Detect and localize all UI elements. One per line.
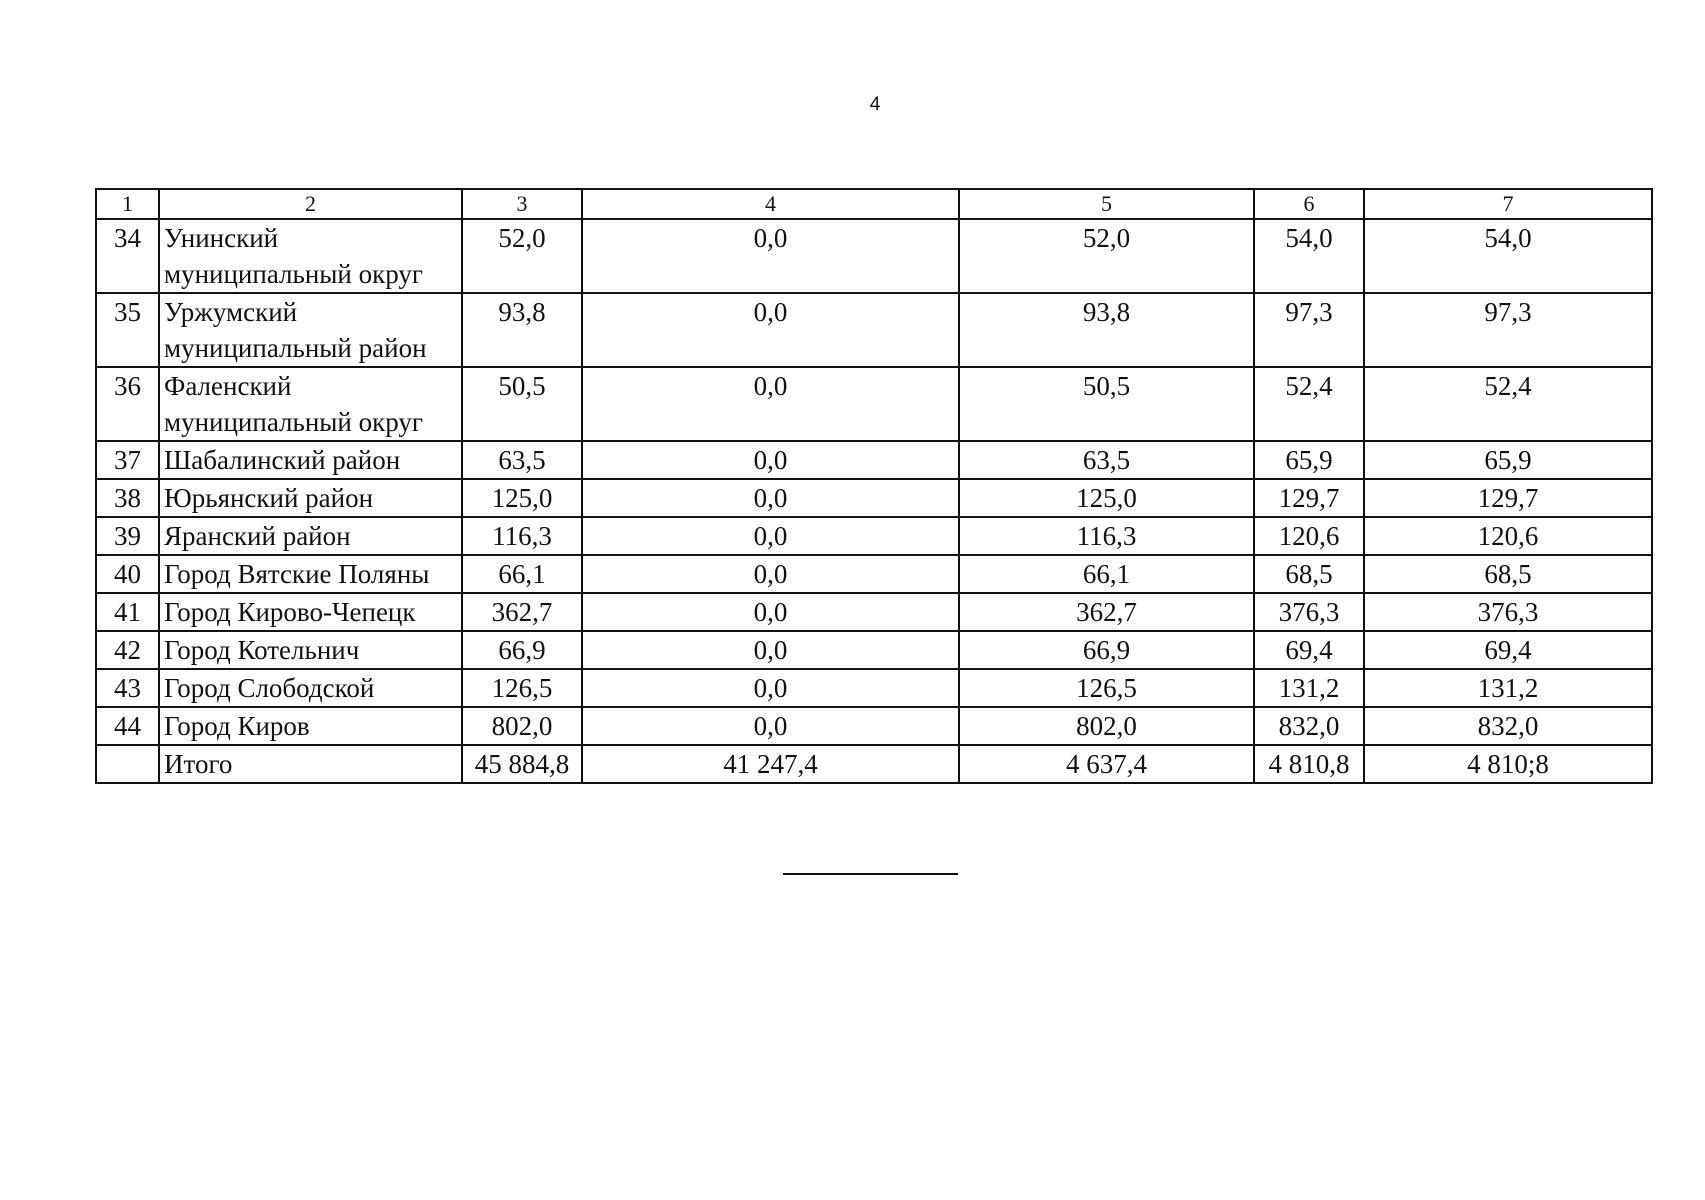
value-col-6: 832,0 bbox=[1254, 707, 1364, 745]
value-col-5: 50,5 bbox=[959, 367, 1254, 441]
value-col-4: 0,0 bbox=[582, 219, 959, 293]
value-col-4: 0,0 bbox=[582, 593, 959, 631]
column-header: 1 bbox=[96, 189, 159, 219]
value-col-4: 0,0 bbox=[582, 517, 959, 555]
value-col-3: 63,5 bbox=[462, 441, 582, 479]
region-name: Унинский муниципальный округ bbox=[159, 219, 462, 293]
value-col-4: 0,0 bbox=[582, 631, 959, 669]
value-col-6: 4 810,8 bbox=[1254, 745, 1364, 783]
value-col-4: 0,0 bbox=[582, 707, 959, 745]
row-number: 44 bbox=[96, 707, 159, 745]
value-col-7: 68,5 bbox=[1364, 555, 1652, 593]
table-row bbox=[96, 593, 1652, 631]
data-table bbox=[95, 188, 1653, 784]
table-body bbox=[96, 219, 1652, 783]
value-col-3: 362,7 bbox=[462, 593, 582, 631]
header-row bbox=[96, 189, 1652, 219]
value-col-6: 65,9 bbox=[1254, 441, 1364, 479]
column-header: 6 bbox=[1254, 189, 1364, 219]
table-row bbox=[96, 631, 1652, 669]
value-col-3: 50,5 bbox=[462, 367, 582, 441]
value-col-7: 129,7 bbox=[1364, 479, 1652, 517]
page-number: 4 bbox=[869, 94, 881, 115]
value-col-6: 97,3 bbox=[1254, 293, 1364, 367]
value-col-6: 120,6 bbox=[1254, 517, 1364, 555]
value-col-3: 66,9 bbox=[462, 631, 582, 669]
column-header: 2 bbox=[159, 189, 462, 219]
region-name: Шабалинский район bbox=[159, 441, 462, 479]
value-col-4: 0,0 bbox=[582, 367, 959, 441]
value-col-4: 0,0 bbox=[582, 441, 959, 479]
region-name: Город Котельнич bbox=[159, 631, 462, 669]
row-number: 36 bbox=[96, 367, 159, 441]
value-col-4: 0,0 bbox=[582, 555, 959, 593]
region-name: Город Киров bbox=[159, 707, 462, 745]
table-row bbox=[96, 293, 1652, 367]
column-header: 4 bbox=[582, 189, 959, 219]
value-col-3: 116,3 bbox=[462, 517, 582, 555]
value-col-6: 69,4 bbox=[1254, 631, 1364, 669]
value-col-3: 52,0 bbox=[462, 219, 582, 293]
column-header: 3 bbox=[462, 189, 582, 219]
column-header: 7 bbox=[1364, 189, 1652, 219]
row-number: 37 bbox=[96, 441, 159, 479]
table-row bbox=[96, 479, 1652, 517]
value-col-5: 93,8 bbox=[959, 293, 1254, 367]
value-col-3: 802,0 bbox=[462, 707, 582, 745]
row-number: 35 bbox=[96, 293, 159, 367]
value-col-7: 376,3 bbox=[1364, 593, 1652, 631]
value-col-7: 97,3 bbox=[1364, 293, 1652, 367]
region-name: Юрьянский район bbox=[159, 479, 462, 517]
region-name: Город Вятские Поляны bbox=[159, 555, 462, 593]
row-number: 42 bbox=[96, 631, 159, 669]
region-name: Фаленский муниципальный округ bbox=[159, 367, 462, 441]
region-name: Город Слободской bbox=[159, 669, 462, 707]
table-row bbox=[96, 367, 1652, 441]
table-row bbox=[96, 517, 1652, 555]
value-col-6: 54,0 bbox=[1254, 219, 1364, 293]
value-col-4: 0,0 bbox=[582, 293, 959, 367]
separator-line bbox=[783, 873, 958, 875]
value-col-7: 131,2 bbox=[1364, 669, 1652, 707]
value-col-6: 52,4 bbox=[1254, 367, 1364, 441]
value-col-7: 52,4 bbox=[1364, 367, 1652, 441]
table-row bbox=[96, 669, 1652, 707]
row-number: 41 bbox=[96, 593, 159, 631]
table-row bbox=[96, 745, 1652, 783]
value-col-3: 93,8 bbox=[462, 293, 582, 367]
row-number: 40 bbox=[96, 555, 159, 593]
value-col-4: 41 247,4 bbox=[582, 745, 959, 783]
value-col-7: 4 810;8 bbox=[1364, 745, 1652, 783]
value-col-7: 69,4 bbox=[1364, 631, 1652, 669]
region-name: Яранский район bbox=[159, 517, 462, 555]
value-col-3: 125,0 bbox=[462, 479, 582, 517]
value-col-7: 120,6 bbox=[1364, 517, 1652, 555]
value-col-5: 63,5 bbox=[959, 441, 1254, 479]
value-col-6: 131,2 bbox=[1254, 669, 1364, 707]
value-col-4: 0,0 bbox=[582, 479, 959, 517]
value-col-5: 66,1 bbox=[959, 555, 1254, 593]
value-col-3: 126,5 bbox=[462, 669, 582, 707]
table-row bbox=[96, 441, 1652, 479]
value-col-5: 4 637,4 bbox=[959, 745, 1254, 783]
value-col-5: 66,9 bbox=[959, 631, 1254, 669]
region-name: Уржумский муниципальный район bbox=[159, 293, 462, 367]
value-col-6: 376,3 bbox=[1254, 593, 1364, 631]
value-col-6: 68,5 bbox=[1254, 555, 1364, 593]
row-number: 38 bbox=[96, 479, 159, 517]
value-col-5: 126,5 bbox=[959, 669, 1254, 707]
value-col-5: 125,0 bbox=[959, 479, 1254, 517]
value-col-3: 66,1 bbox=[462, 555, 582, 593]
value-col-6: 129,7 bbox=[1254, 479, 1364, 517]
value-col-7: 65,9 bbox=[1364, 441, 1652, 479]
value-col-3: 45 884,8 bbox=[462, 745, 582, 783]
table-row bbox=[96, 219, 1652, 293]
row-number: 34 bbox=[96, 219, 159, 293]
row-number: 43 bbox=[96, 669, 159, 707]
table-row bbox=[96, 555, 1652, 593]
row-number bbox=[96, 745, 159, 783]
value-col-7: 54,0 bbox=[1364, 219, 1652, 293]
value-col-5: 116,3 bbox=[959, 517, 1254, 555]
region-name: Город Кирово-Чепецк bbox=[159, 593, 462, 631]
table-row bbox=[96, 707, 1652, 745]
value-col-5: 52,0 bbox=[959, 219, 1254, 293]
row-number: 39 bbox=[96, 517, 159, 555]
value-col-5: 362,7 bbox=[959, 593, 1254, 631]
value-col-4: 0,0 bbox=[582, 669, 959, 707]
value-col-5: 802,0 bbox=[959, 707, 1254, 745]
value-col-7: 832,0 bbox=[1364, 707, 1652, 745]
region-name: Итого bbox=[159, 745, 462, 783]
column-header: 5 bbox=[959, 189, 1254, 219]
